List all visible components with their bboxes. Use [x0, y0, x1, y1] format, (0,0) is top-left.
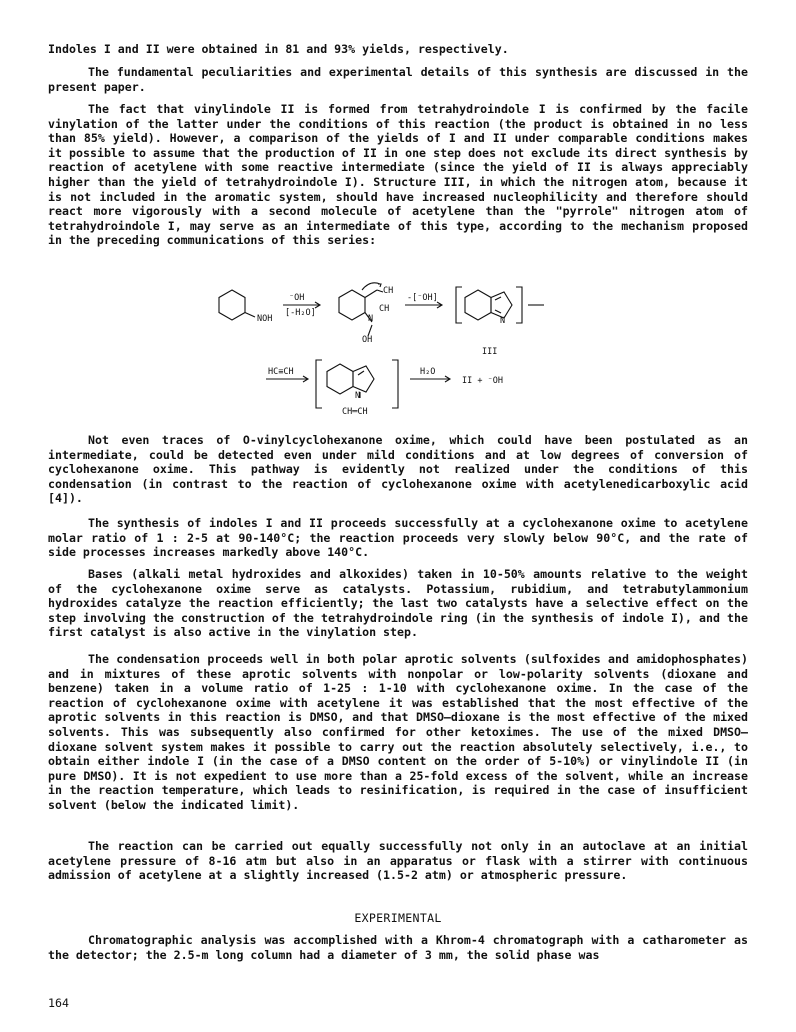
intermediate-n: N	[368, 314, 374, 324]
reaction-scheme	[0, 270, 796, 430]
cyclohexane-ring	[219, 290, 245, 320]
paragraph: Not even traces of O-vinylcyclohexanone oxime, which could have been postulated as an intermediate, could be detected even under mild conditions and at low degrees of conversion of cyclohexanone oxime. This pathway is evidently not realized under the conditions of this condensation (in contrast to the reaction of cyclohexanone oxime with acetylenedicarboxylic acid [4]).	[48, 433, 748, 506]
intermediate-ch-bottom: CH	[379, 304, 390, 314]
paragraph: The synthesis of indoles I and II proceeds successfully at a cyclohexanone oxime to acetylene molar ratio of 1 : 2-5 at 90-140°C; the reaction proceeds very slowly below 90°C, and the rate of side processes increases markedly above 140°C.	[48, 516, 748, 560]
oxime-label: NOH	[257, 314, 273, 324]
paragraph: Indoles I and II were obtained in 81 and 93% yields, respectively.	[48, 42, 509, 56]
structure-iii-n: N	[500, 316, 506, 326]
row2-vinyl: CH═CH	[342, 407, 368, 417]
paragraph: The condensation proceeds well in both polar aprotic solvents (sulfoxides and amidophosphates) and in mixtures of these aprotic solvents with nonpolar or low-polarity solvents (dioxane and benzene) taken in a volume ratio of 1-25 : 1-10 with cyclohexanone oxime. In the case of the reaction of cyclohexanone oxime with acetylene it was established that the most effective of the aprotic solvents in this reaction is DMSO, and that DMSO—dioxane is the most effective of the mixed solvents. This was subsequently also confirmed for other ketoximes. The use of the mixed DMSO—dioxane solvent system makes it possible to carry out the reaction absolutely selectively, i.e., to obtain either indole I (in the case of a DMSO content on the order of 5-10%) or vinylindole II (in pure DMSO). It is not expedient to use more than a 25-fold excess of the solvent, while an increase in the reaction temperature, which leads to resinification, is required in the case of insufficient solvent (below the indicated limit).	[48, 652, 748, 812]
row2-reagent: HC≡CH	[268, 367, 294, 377]
paragraph: The fact that vinylindole II is formed from tetrahydroindole I is confirmed by the facile vinylation of the latter under the conditions of this reaction (the product is obtained in no less than 85% yield). However, a comparison of the yields of I and II under comparable conditions makes it possible to assume that the production of II in one step does not exclude its direct synthesis by reaction of acetylene with some reactive intermediate (since the yield of II is always appreciably higher than the yield of tetrahydroindole I). Structure III, in which the nitrogen atom, because it is not included in the aromatic system, should have increased nucleophilicity and therefore should react more vigorously with a second molecule of acetylene than the "pyrrole" nitrogen atom of tetrahydroindole I, may serve as an intermediate of this type, according to the mechanism proposed in the preceding communications of this series:	[48, 102, 748, 248]
structure-iii-label: III	[482, 347, 498, 357]
paragraph: Bases (alkali metal hydroxides and alkoxides) taken in 10-50% amounts relative to the weight of the cyclohexanone oxime serve as catalysts. Potassium, rubidium, and tetrabutylammonium hydroxides catalyze the reaction efficiently; the last two catalysts have a selective effect on the step involving the construction of the tetrahydroindole ring (in the synthesis of indole I), and the first catalyst is also active in the vinylation step.	[48, 567, 748, 640]
paragraph: The reaction can be carried out equally successfully not only in an autoclave at an initial acetylene pressure of 8-16 atm but also in an apparatus or flask with a stirrer with continuous admission of acetylene at a slightly increased (1.5-2 atm) or atmospheric pressure.	[48, 839, 748, 883]
page-number: 164	[48, 996, 69, 1010]
arrow2-label: -[⁻OH]	[407, 293, 438, 303]
arrow3-label: H₂O	[420, 367, 436, 377]
arrow1-bottom-label: [-H₂O]	[285, 308, 316, 318]
row2-products: II + ⁻OH	[462, 376, 503, 386]
row2-n: N	[355, 391, 361, 401]
section-heading: EXPERIMENTAL	[354, 911, 442, 925]
arrow1-top-label: ⁻OH	[289, 293, 305, 303]
paragraph: Chromatographic analysis was accomplished with a Khrom-4 chromatograph with a catharometer as the detector; the 2.5-m long column had a diameter of 3 mm, the solid phase was	[48, 933, 748, 962]
paragraph: The fundamental peculiarities and experimental details of this synthesis are discussed in the present paper.	[48, 65, 748, 94]
intermediate-ch-top: CH	[383, 286, 394, 296]
intermediate-oh: OH	[362, 335, 373, 345]
